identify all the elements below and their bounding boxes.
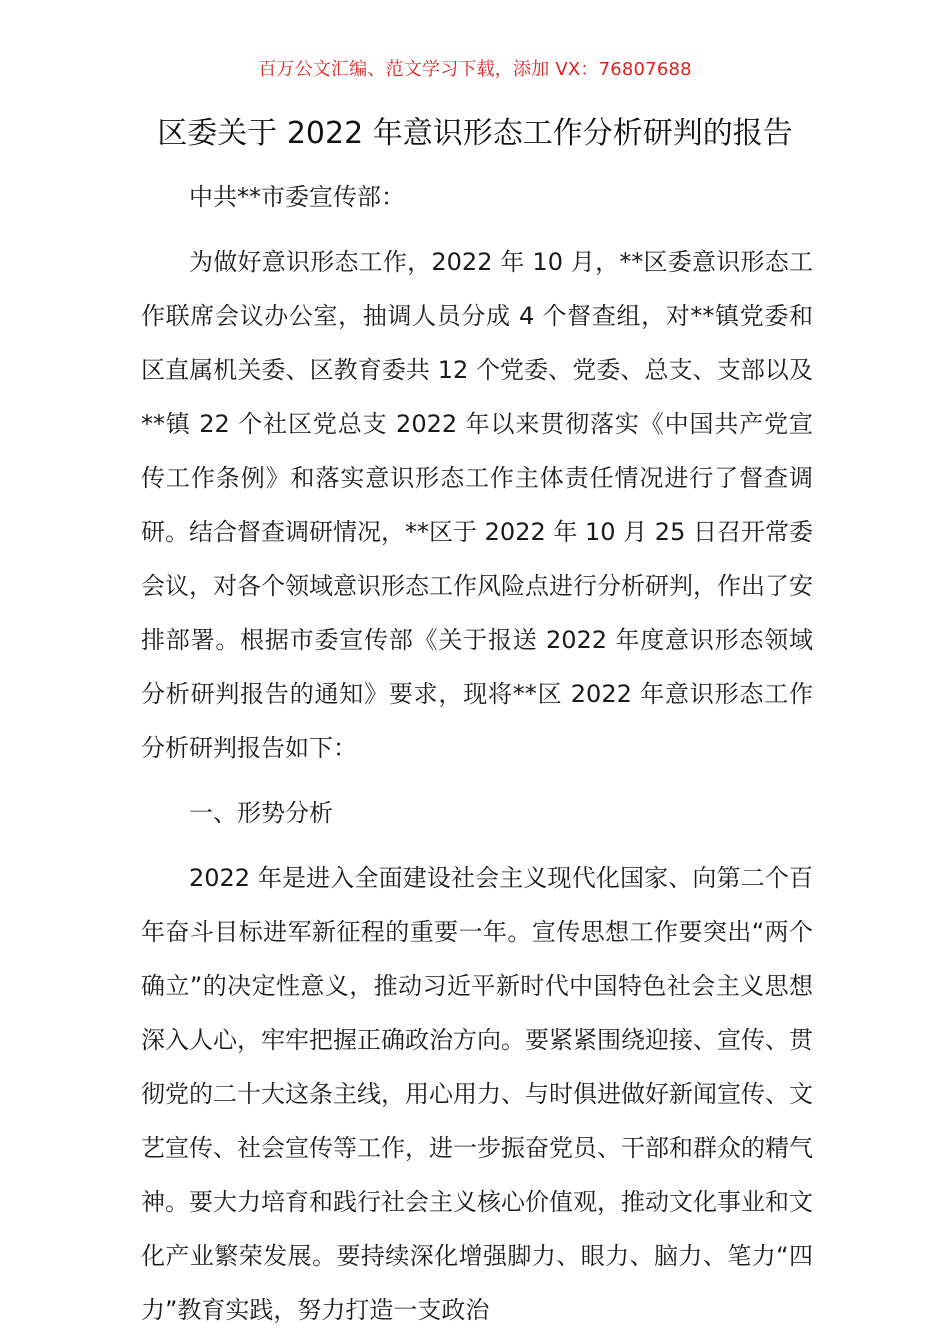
section-paragraph: 2022 年是进入全面建设社会主义现代化国家、向第二个百年奋斗目标进军新征程的重要一年。宣传思想工作要突出“两个确立”的决定性意义，推动习近平新时代中国特色社会主义思想深入人心，牢牢把握正确政治方向。要紧紧围绕迎接、宣传、贯彻党的二十大这条主线，用心用力、与时俱进做好新闻宣传、文艺宣传、社会宣传等工作，进一步振奋党员、干部和群众的精气神。要大力培育和践行社会主义核心价值观，推动文化事业和文化产业繁荣发展。要持续深化增强脚力、眼力、脑力、笔力“四力”教育实践，努力打造一支政治 [141,864,813,1324]
watermark-banner: 百万公文汇编、范文学习下载，添加 VX：76807688 [258,59,692,80]
section-heading: 一、形势分析 [189,799,333,827]
document-body [141,170,813,1337]
salutation: 中共**市委宣传部： [189,183,405,211]
document-title: 区委关于 2022 年意识形态工作分析研判的报告 [157,116,793,151]
intro-paragraph: 为做好意识形态工作，2022 年 10 月，**区委意识形态工作联席会议办公室，抽调人员分成 4 个督查组，对**镇党委和区直属机关委、区教育委共 12 个党委、党委、总支、支部以及**镇 22 个社区党总支 2022 年以来贯彻落实《中国共产党宣传工作条例》和落实意识形态工作主体责任情况进行了督查调研。结合督查调研情况，**区于 2022 年 10 月 25 日召开常委会议，对各个领域意识形态工作风险点进行分析研判，作出了安排部署。根据市委宣传部《关于报送 2022 年度意识形态领域分析研判报告的通知》要求，现将**区 2022 年意识形态工作分析研判报告如下： [141,248,813,762]
